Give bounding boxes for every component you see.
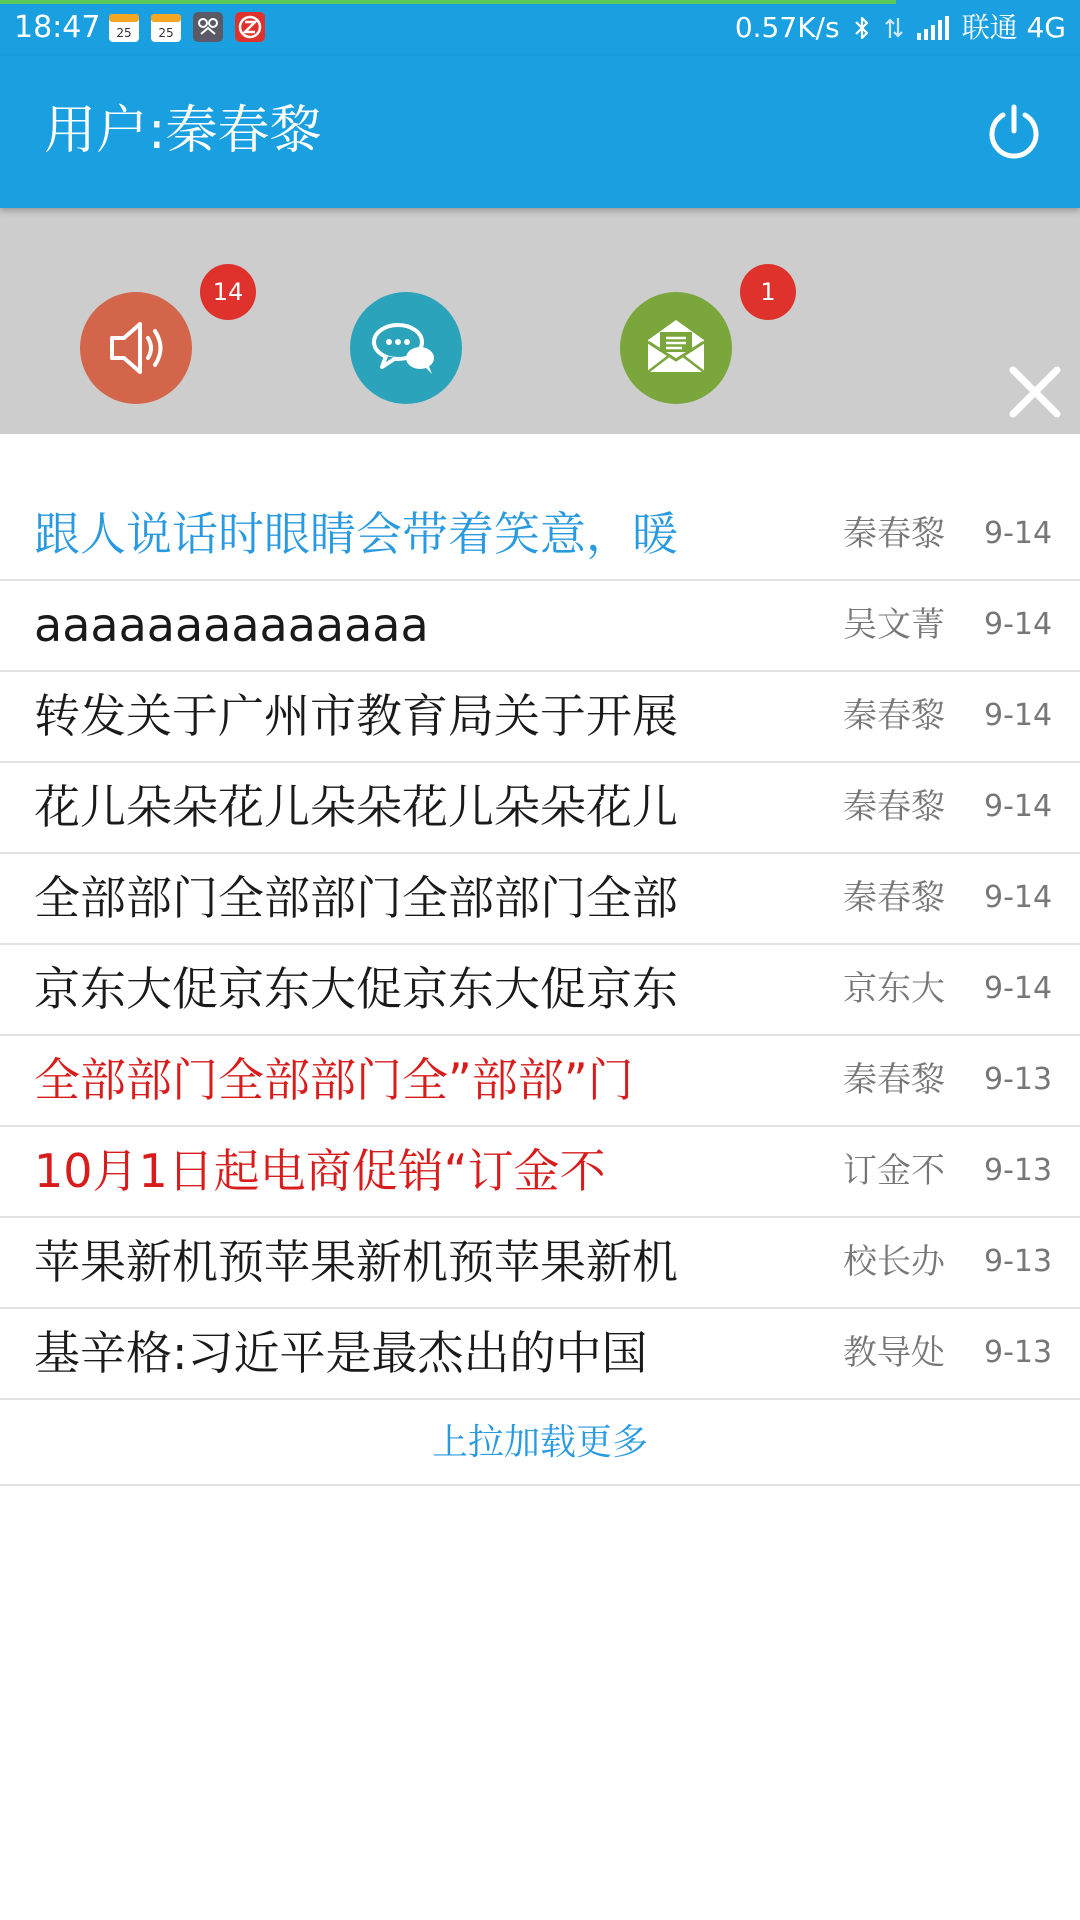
app-bar [0,56,1080,208]
message-author: 教导处 [843,1333,945,1373]
status-time: 18:47 [14,10,101,45]
message-date: 9-13 [984,1335,1053,1370]
category-strip [0,208,1080,434]
svg-text:25: 25 [116,26,132,40]
message-row[interactable] [0,1218,1080,1309]
message-row[interactable] [0,1127,1080,1218]
message-title: 全部部门全部部门全”部部”门 [34,1053,634,1107]
message-author: 秦春黎 [843,1060,945,1100]
message-date: 9-14 [984,698,1053,733]
signal-icon [916,15,950,41]
bluetooth-icon [852,14,872,42]
message-date: 9-14 [984,516,1053,551]
message-row[interactable] [0,581,1080,672]
chat-bubbles-icon [350,292,462,404]
message-row[interactable] [0,1036,1080,1127]
announcements-button[interactable] [80,292,192,404]
message-date: 9-13 [984,1244,1053,1279]
message-title: 苹果新机预苹果新机预苹果新机 [34,1235,678,1289]
status-right [735,8,1066,48]
message-author: 校长办 [843,1242,945,1282]
message-row[interactable] [0,672,1080,763]
message-author: 秦春黎 [843,514,945,554]
page-load-progress [0,0,896,4]
message-title: 京东大促京东大促京东大促京东 [34,962,678,1016]
power-icon [984,101,1044,161]
notification-icons [108,11,266,43]
message-author: 京东大 [843,969,945,1009]
message-date: 9-14 [984,971,1053,1006]
status-bar [0,0,1080,56]
message-date: 9-14 [984,880,1053,915]
message-row[interactable] [0,763,1080,854]
message-list [0,490,1080,1486]
logout-button[interactable] [984,101,1044,161]
message-author: 吴文菁 [843,605,945,645]
message-title: 基辛格:习近平是最杰出的中国 [34,1326,648,1380]
zhihu-icon [234,11,266,43]
network-speed: 0.57K/s [734,11,840,44]
calendar-icon [108,11,140,43]
message-title: 花儿朵朵花儿朵朵花儿朵朵花儿 [34,780,678,834]
message-date: 9-14 [984,607,1053,642]
data-transfer-icon [884,14,904,42]
message-title: 全部部门全部部门全部部门全部 [34,871,678,925]
message-date: 9-13 [984,1153,1053,1188]
announcements-badge: 14 [200,264,256,320]
message-row[interactable] [0,854,1080,945]
message-title: 10月1日起电商促销“订金不 [34,1144,606,1198]
message-date: 9-14 [984,789,1053,824]
carrier-label: 联通 4G [961,11,1066,44]
message-author: 订金不 [843,1151,945,1191]
message-row[interactable] [0,490,1080,581]
svg-text:25: 25 [158,26,174,40]
message-author: 秦春黎 [843,696,945,736]
page-title: 用户:秦春黎 [44,101,322,161]
message-date: 9-13 [984,1062,1053,1097]
message-row[interactable] [0,945,1080,1036]
message-title: 转发关于广州市教育局关于开展 [34,689,678,743]
envelope-icon [620,292,732,404]
mail-button[interactable] [620,292,732,404]
load-more-button[interactable]: 上拉加载更多 [0,1400,1080,1486]
chat-button[interactable] [350,292,462,404]
message-row[interactable] [0,1309,1080,1400]
close-icon [1007,364,1063,420]
gallery-icon [192,11,224,43]
message-title: 跟人说话时眼睛会带着笑意，暖 [34,507,678,561]
message-author: 秦春黎 [843,787,945,827]
message-title: aaaaaaaaaaaaaa [34,598,429,652]
mail-badge: 1 [740,264,796,320]
calendar-icon [150,11,182,43]
speaker-icon [80,292,192,404]
close-button[interactable] [1007,364,1063,420]
message-author: 秦春黎 [843,878,945,918]
